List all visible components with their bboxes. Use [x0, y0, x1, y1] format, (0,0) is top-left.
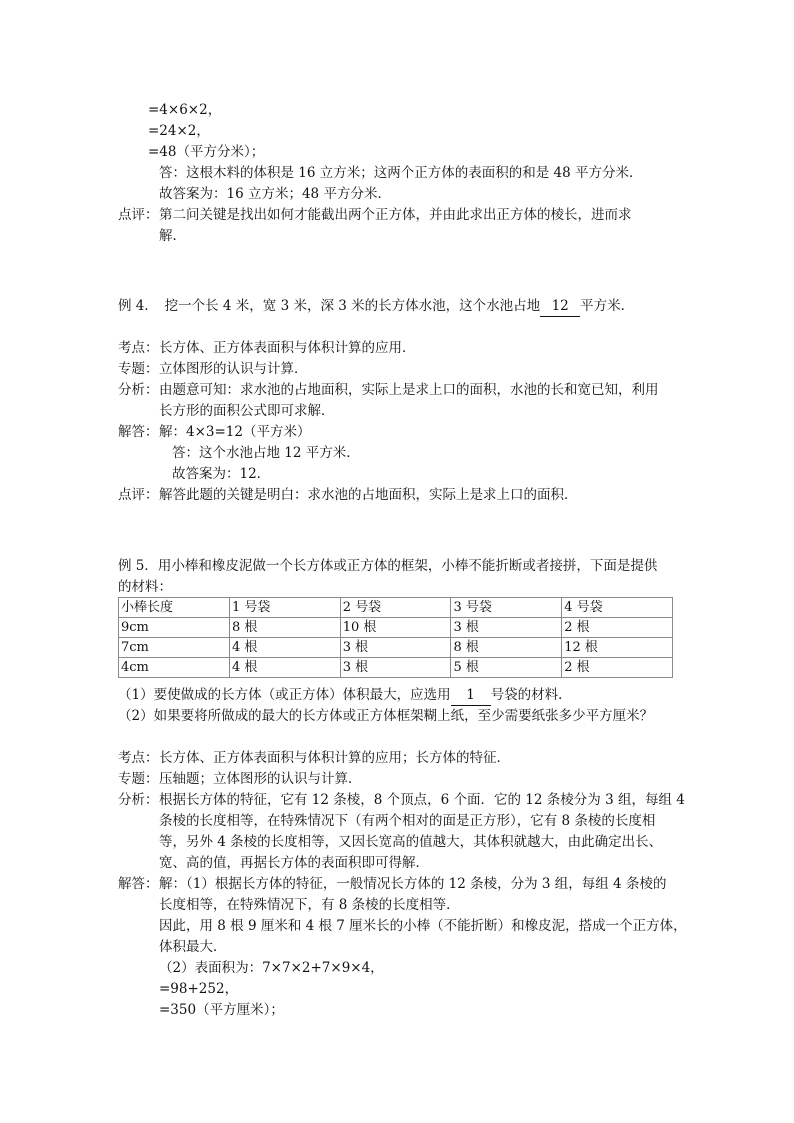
- table-cell: 10 根: [340, 618, 451, 638]
- table-header-cell: 2 号袋: [340, 598, 451, 618]
- table-header-cell: 1 号袋: [229, 598, 340, 618]
- example-4-suffix: 平方米．: [580, 298, 635, 314]
- ex4-fenxi-text-1: 由题意可知：求水池的占地面积，实际上是求上口的面积，水池的长和宽已知，利用: [159, 382, 659, 398]
- table-cell: 9cm: [119, 618, 230, 638]
- calc-line-1: =4×6×2，: [148, 102, 222, 118]
- ex4-dianping-label: 点评：: [118, 487, 159, 503]
- ex5-jieda-text-7: =350（平方厘米）；: [159, 1002, 284, 1018]
- example-5-question-2: （2）如果要将所做成的最大的长方体或正方体框架糊上纸，至少需要纸张多少平方厘米？: [118, 708, 654, 724]
- ex5-kaodian-label: 考点：: [118, 750, 159, 766]
- comment-text-1: 第二问关键是找出如何才能截出两个正方体，并由此求出正方体的棱长，进而求: [159, 207, 632, 223]
- table-cell: 7cm: [119, 638, 230, 658]
- ex4-kaodian-text: 长方体、正方体表面积与体积计算的应用．: [159, 340, 416, 356]
- final-answer-line: 故答案为：16 立方米；48 平方分米．: [159, 186, 391, 202]
- table-cell: 8 根: [451, 638, 562, 658]
- table-row: [119, 658, 673, 678]
- ex4-jieda-text-1: 解：4×3=12（平方米）: [159, 424, 311, 440]
- table-row: [119, 618, 673, 638]
- comment-text-2: 解．: [159, 228, 186, 244]
- ex4-fenxi-text-2: 长方形的面积公式即可求解．: [159, 403, 335, 419]
- example-4-question: [118, 296, 634, 317]
- ex4-zhuanti-text: 立体图形的认识与计算．: [159, 361, 308, 377]
- ex4-fenxi-label: 分析：: [118, 382, 159, 398]
- table-cell: 8 根: [229, 618, 340, 638]
- table-header-cell: 小棒长度: [119, 598, 230, 618]
- example-5-intro-2: 的材料：: [118, 579, 172, 595]
- ex4-jieda-text-3: 故答案为：12．: [172, 466, 271, 482]
- example-4-answer-blank: 12: [540, 296, 580, 317]
- ex5-jieda-text-2: 长度相等，在特殊情况下，有 8 条棱的长度相等．: [159, 897, 460, 913]
- ex5-jieda-text-4: 体积最大．: [159, 939, 227, 955]
- ex5-fenxi-text-1: 根据长方体的特征，它有 12 条棱，8 个顶点，6 个面．它的 12 条棱分为 3 组，每组 4: [159, 792, 685, 808]
- table-cell: 3 根: [451, 618, 562, 638]
- materials-table: [118, 597, 673, 678]
- table-cell: 5 根: [451, 658, 562, 678]
- ex5-fenxi-text-4: 宽、高的值，再据长方体的表面积即可得解．: [159, 855, 429, 871]
- table-cell: 4 根: [229, 638, 340, 658]
- ex4-jieda-text-2: 答：这个水池占地 12 平方米．: [172, 445, 360, 461]
- ex5-zhuanti-text: 压轴题；立体图形的认识与计算．: [159, 771, 362, 787]
- calc-line-2: =24×2，: [148, 123, 210, 139]
- table-cell: 12 根: [562, 638, 673, 658]
- q1-answer-blank: 1: [451, 685, 491, 706]
- q1-suffix: 号袋的材料．: [490, 687, 572, 703]
- table-cell: 4 根: [229, 658, 340, 678]
- ex5-jieda-text-3: 因此，用 8 根 9 厘米和 4 根 7 厘米长的小棒（不能折断）和橡皮泥，搭成一个正方体，: [159, 918, 687, 934]
- table-cell: 3 根: [340, 658, 451, 678]
- ex4-dianping-text: 解答此题的关键是明白：求水池的占地面积，实际上是求上口的面积．: [159, 487, 578, 503]
- example-5-question-1: [118, 685, 572, 706]
- calc-line-3: =48（平方分米）；: [148, 144, 265, 160]
- ex5-fenxi-text-3: 等，另外 4 条棱的长度相等，又因长宽高的值越大，其体积就越大，由此确定出长、: [159, 834, 663, 850]
- table-cell: 2 根: [562, 658, 673, 678]
- example-4-prefix: 例 4． 挖一个长 4 米，宽 3 米，深 3 米的长方体水池，这个水池占地: [118, 298, 541, 314]
- table-cell: 2 根: [562, 618, 673, 638]
- table-header-cell: 3 号袋: [451, 598, 562, 618]
- answer-line: 答：这根木料的体积是 16 立方米；这两个正方体的表面积的和是 48 平方分米．: [159, 165, 643, 181]
- table-header-row: [119, 598, 673, 618]
- ex5-zhuanti-label: 专题：: [118, 771, 159, 787]
- table-header-cell: 4 号袋: [562, 598, 673, 618]
- ex5-fenxi-text-2: 条棱的长度相等，在特殊情况下（有两个相对的面是正方形），它有 8 条棱的长度相: [159, 813, 656, 829]
- ex4-jieda-label: 解答：: [118, 424, 159, 440]
- ex5-jieda-text-6: =98+252，: [159, 981, 239, 997]
- ex5-jieda-text-5: （2）表面积为：7×7×2+7×9×4，: [159, 960, 384, 976]
- ex4-kaodian-label: 考点：: [118, 340, 159, 356]
- ex5-jieda-text-1: 解：（1）根据长方体的特征，一般情况长方体的 12 条棱，分为 3 组，每组 4 条棱的: [159, 876, 667, 892]
- ex5-fenxi-label: 分析：: [118, 792, 159, 808]
- table-cell: 3 根: [340, 638, 451, 658]
- ex5-jieda-label: 解答：: [118, 876, 159, 892]
- example-5-intro-1: 例 5．用小棒和橡皮泥做一个长方体或正方体的框架，小棒不能折断或者接拼，下面是提供: [118, 558, 658, 574]
- ex5-kaodian-text: 长方体、正方体表面积与体积计算的应用；长方体的特征．: [159, 750, 510, 766]
- table-cell: 4cm: [119, 658, 230, 678]
- ex4-zhuanti-label: 专题：: [118, 361, 159, 377]
- table-row: [119, 638, 673, 658]
- comment-label: 点评：: [118, 207, 159, 223]
- q1-prefix: （1）要使做成的长方体（或正方体）体积最大，应选用: [118, 687, 451, 703]
